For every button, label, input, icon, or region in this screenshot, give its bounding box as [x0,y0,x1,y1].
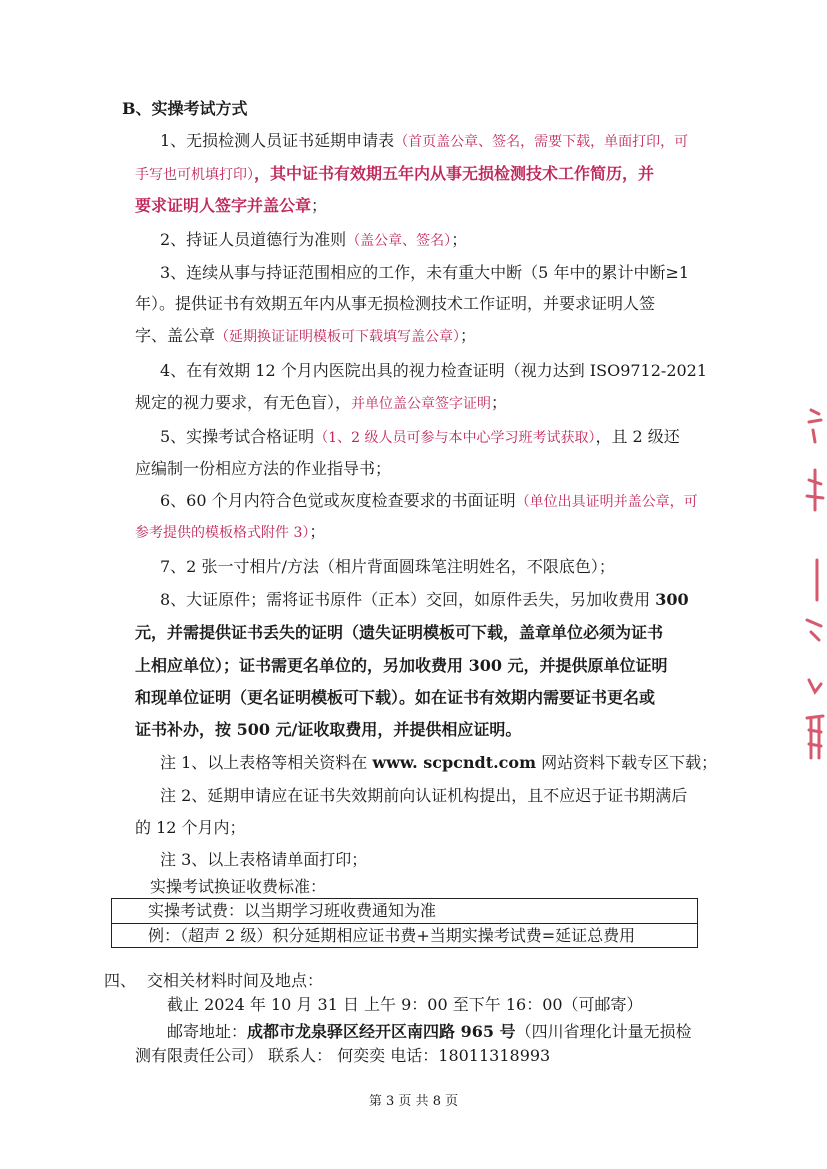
item-3-line-3 [135,325,476,348]
item-8-line-3: 上相应单位）；证书需更名单位的，另加收费用 300 元，并提供原单位证明 [135,656,668,675]
item-8-line-2: 元，并需提供证书丢失的证明（遗失证明模板可下载，盖章单位必须为证书 [135,623,664,642]
item-3-line-1: 3、连续从事与持证范围相应的工作，未有重大中断（5 年中的累计中断≥1 [160,263,690,282]
item-3-lead: 字、盖公章 [135,326,216,345]
item-4-line-2 [135,392,507,415]
item-1-line-3 [135,195,327,217]
item-8-line-5: 证书补办，按 500 元/证收取费用，并提供相应证明。 [135,720,522,739]
note-1-lead: 注 1、以上表格等相关资料在 [160,753,373,772]
mailing-address-company: （四川省理化计量无损检 [515,1022,692,1041]
item-1-note-red: （首页盖公章、签名，需要下载，单面打印，可 [394,134,689,150]
note-2-line-2: 的 12 个月内； [135,818,246,837]
item-4-note-red: 并单位盖公章签字证明 [351,396,492,412]
item-1-lead: 1、无损检测人员证书延期申请表 [160,131,395,150]
item-1-line-2 [135,163,654,186]
page-number: 第 3 页 共 8 页 [368,1094,459,1109]
seal-stamp-edge-icon [801,400,827,780]
item-6-line-1 [160,490,698,513]
item-8-fee-300: 300 [655,590,689,609]
submission-deadline: 截止 2024 年 10 月 31 日 上午 9：00 至下午 16：00（可邮寄） [167,995,643,1014]
item-5-note-red: （1、2 级人员可参与本中心学习班考试获取） [314,430,596,446]
item-5-line-1 [160,426,680,449]
section-4-number: 四、 [104,971,137,990]
item-8-line-1 [160,589,689,611]
note-3: 注 3、以上表格请单面打印； [160,850,368,869]
note-1-end: 网站资料下载专区下载； [536,753,718,772]
fee-table-row: 例：（超声 2 级）积分延期相应证书费+当期实操考试费=延证总费用 [148,926,636,945]
fee-table-row: 实操考试费：以当期学习班收费通知为准 [112,899,697,924]
item-3-line-2: 年）。提供证书有效期五年内从事无损检测技术工作证明，并要求证明人签 [135,294,656,313]
fee-standard-title: 实操考试换证收费标准： [150,877,327,896]
website-link[interactable]: www. scpcndt.com [372,753,537,772]
item-6-note-red-cont: 参考提供的模板格式附件 3） [135,525,310,541]
item-8-lead: 8、大证原件；需将证书原件（正本）交回，如原件丢失，另加收费用 [160,590,656,609]
item-5-end: ，且 2 级还 [595,427,680,446]
contact-line: 测有限责任公司） 联系人： 何奕奕 电话：18011318993 [135,1046,551,1065]
item-1-line-1 [160,130,688,153]
mailing-address-label: 邮寄地址： [167,1022,248,1041]
item-2-line [160,229,467,252]
fee-table [111,898,698,948]
item-4-end: ； [491,393,508,412]
item-2-end: ； [451,230,468,249]
item-3-end: ； [460,326,477,345]
item-2-note-red: （盖公章、签名） [346,233,452,249]
item-1-resume-requirement-cont: 要求证明人签字并盖公章 [135,196,312,215]
item-1-end: ； [311,196,328,215]
item-2-lead: 2、持证人员道德行为准则 [160,230,347,249]
note-2-line-1: 注 2、延期申请应在证书失效期前向认证机构提出，且不应迟于证书期满后 [160,786,688,805]
item-6-note-red: （单位出具证明并盖公章，可 [515,494,698,510]
section-b-heading: B、实操考试方式 [122,99,248,118]
item-1-resume-requirement: ，其中证书有效期五年内从事无损检测技术工作简历，并 [254,164,655,183]
item-3-note-red: （延期换证证明模板可下载填写盖公章） [215,329,461,345]
item-4-lead: 规定的视力要求，有无色盲）， [135,393,352,412]
note-1 [160,752,717,774]
item-7-line: 7、2 张一寸相片/方法（相片背面圆珠笔注明姓名，不限底色）； [160,557,615,576]
item-5-line-2: 应编制一份相应方法的作业指导书； [135,459,392,478]
item-4-line-1: 4、在有效期 12 个月内医院出具的视力检查证明（视力达到 ISO9712-2021 [160,361,708,380]
item-6-end: ； [309,522,326,541]
section-4-heading: 交相关材料时间及地点： [147,971,324,990]
item-6-lead: 6、60 个月内符合色觉或灰度检查要求的书面证明 [160,491,516,510]
mailing-address-line-1 [167,1021,692,1043]
item-8-line-4: 和现单位证明（更名证明模板可下载）。如在证书有效期内需要证书更名或 [135,688,656,707]
item-5-lead: 5、实操考试合格证明 [160,427,315,446]
item-6-line-2 [135,521,325,544]
mailing-address: 成都市龙泉驿区经开区南四路 965 号 [247,1022,516,1041]
item-1-note-red-cont: 手写也可机填打印） [135,167,254,183]
